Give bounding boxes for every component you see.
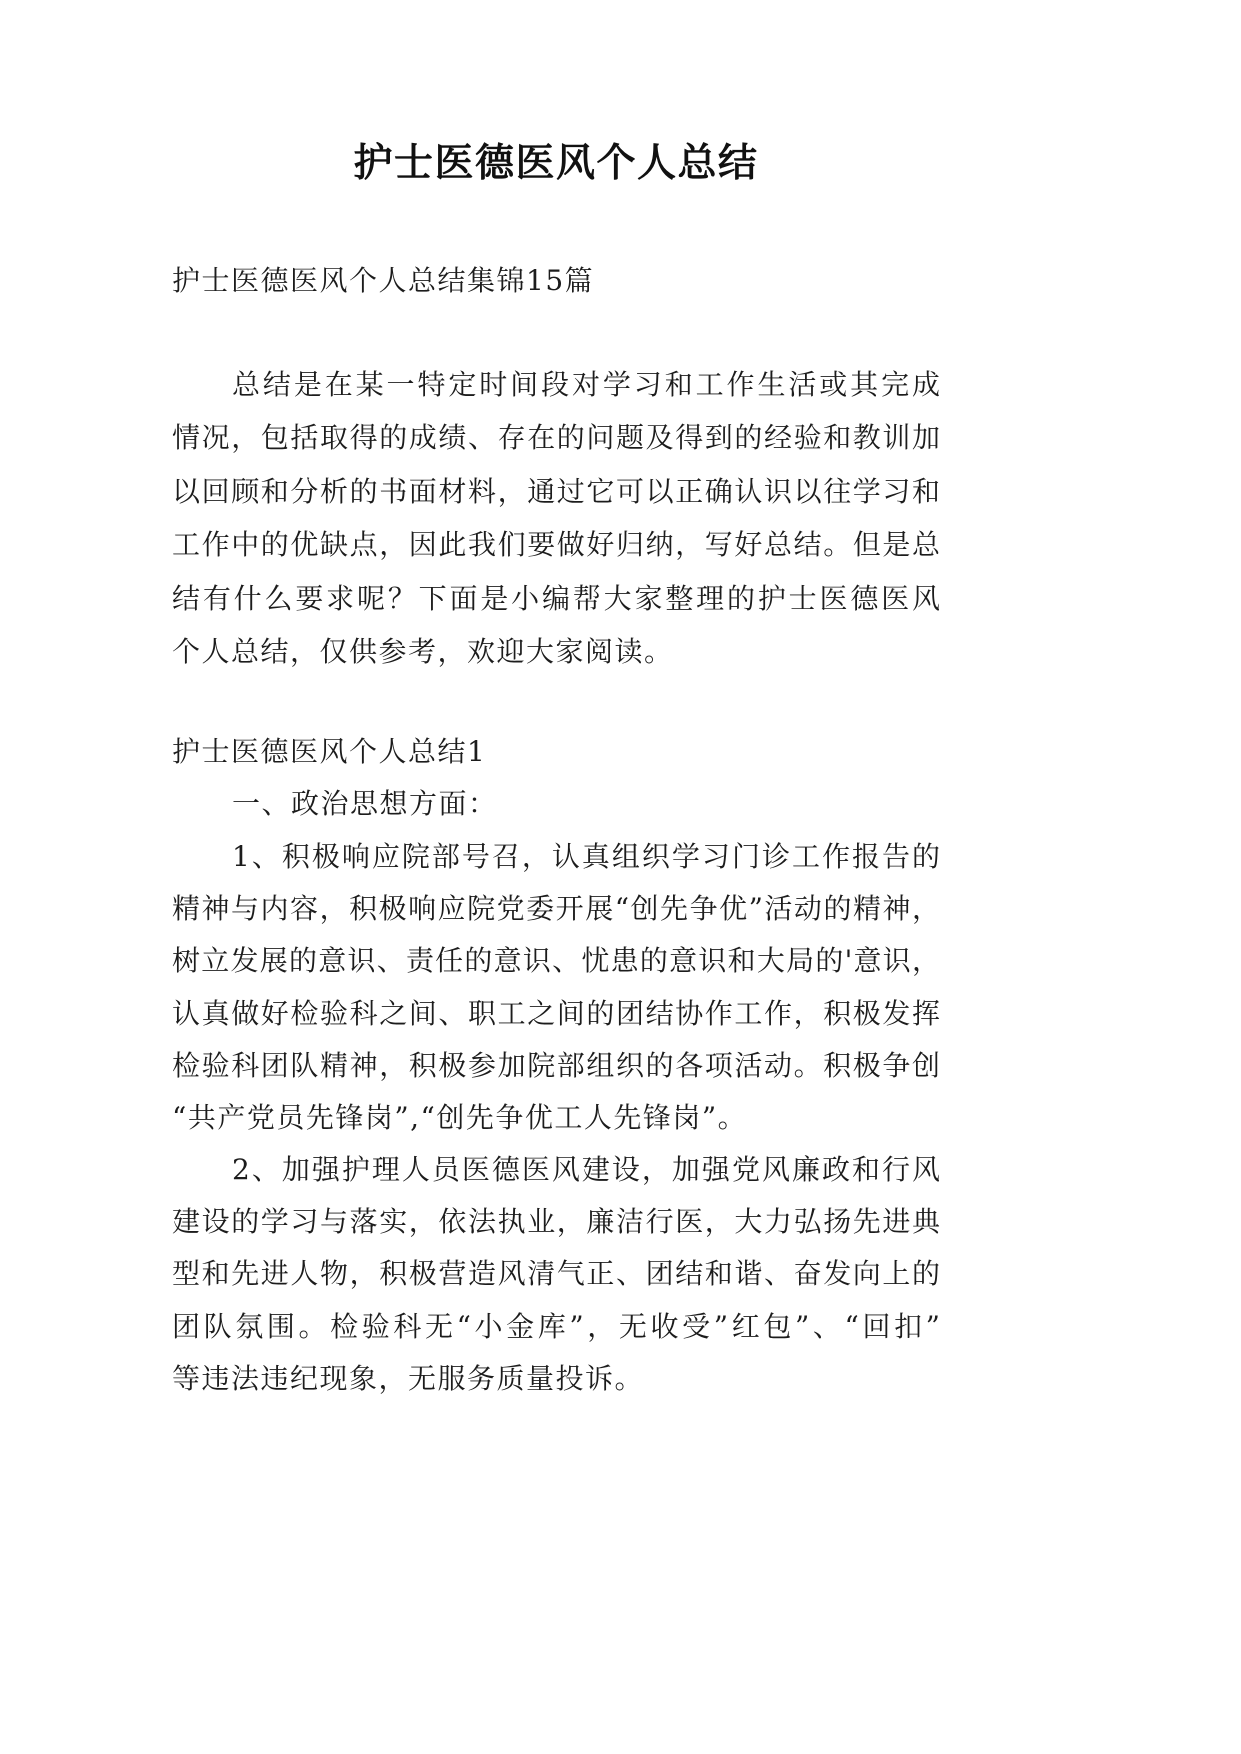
paragraph-line: 型和先进人物，积极营造风清气正、团结和谐、奋发向上的: [172, 1257, 940, 1291]
section-subheading-block: [172, 778, 940, 830]
paragraph-line: 2、加强护理人员医德医风建设，加强党风廉政和行风: [232, 1153, 940, 1186]
paragraph-line: 树立发展的意识、责任的意识、忧患的意识和大局的'意识，: [172, 944, 940, 978]
list-item-paragraph: [172, 1144, 940, 1405]
paragraph-line: 等违法违纪现象，无服务质量投诉。: [172, 1361, 645, 1395]
paragraph-line: 结有什么要求呢？下面是小编帮大家整理的护士医德医风: [172, 581, 940, 615]
paragraph-line: 认真做好检验科之间、职工之间的团结协作工作，积极发挥: [172, 996, 940, 1030]
section-heading: 护士医德医风个人总结1: [172, 735, 487, 768]
paragraph-line: 建设的学习与落实，依法执业，廉洁行医，大力弘扬先进典: [172, 1205, 940, 1239]
list-item-paragraph: [172, 831, 940, 1144]
paragraph-line: “共产党员先锋岗”,“创先争优工人先锋岗”。: [172, 1100, 748, 1134]
paragraph-line: 情况，包括取得的成绩、存在的问题及得到的经验和教训加: [172, 421, 940, 455]
intro-paragraph: [172, 358, 940, 678]
section-subheading: 一、政治思想方面：: [232, 787, 498, 820]
paragraph-line: 精神与内容，积极响应院党委开展“创先争优”活动的精神，: [172, 892, 940, 926]
paragraph-line: 个人总结，仅供参考，欢迎大家阅读。: [172, 634, 674, 668]
paragraph-line: 检验科团队精神，积极参加院部组织的各项活动。积极争创: [172, 1048, 940, 1082]
paragraph-line: 工作中的优缺点，因此我们要做好归纳，写好总结。但是总: [172, 528, 940, 562]
paragraph-line: 总结是在某一特定时间段对学习和工作生活或其完成: [232, 368, 940, 401]
document-subtitle-block: [172, 255, 940, 307]
paragraph-line: 1、积极响应院部号召，认真组织学习门诊工作报告的: [232, 840, 940, 873]
section-heading-block: [172, 726, 940, 778]
document-subtitle: 护士医德医风个人总结集锦15篇: [172, 264, 595, 297]
document-title: 护士医德医风个人总结: [353, 140, 759, 186]
paragraph-line: 团队氛围。检验科无“小金库”，无收受”红包”、“回扣”: [172, 1309, 940, 1343]
paragraph-line: 以回顾和分析的书面材料，通过它可以正确认识以往学习和: [172, 474, 940, 508]
